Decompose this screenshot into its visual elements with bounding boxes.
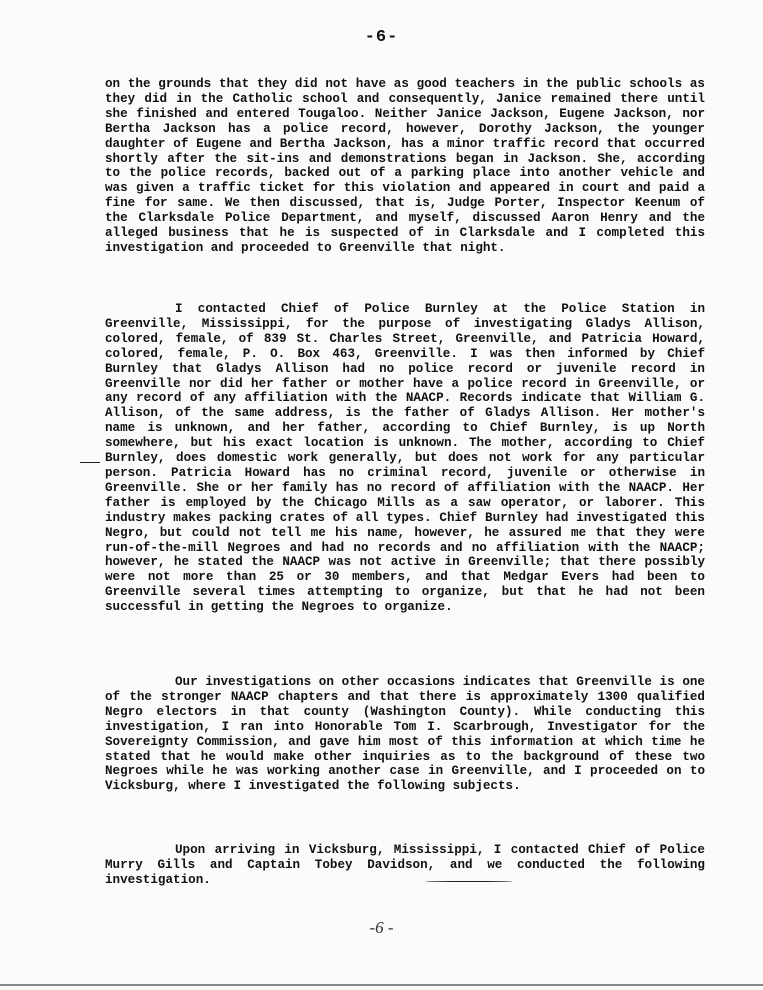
page-bottom-edge bbox=[0, 984, 763, 986]
paragraph-3: Our investigations on other occasions indicates that Greenville is one of the stronger NAACP chapters and that there is approximately 1300 qualified Negro electors in that county (Washington County). While conducting this investigation, I ran into Honorable Tom I. Scarbrough, Investigator for the Sovereignty Commission, and gave him most of this information at which time he stated that he would make other inquiries as to the background of these two Negroes while he was working another case in Greenville, and I proceeded on to Vicksburg, where I investigated the following subjects. bbox=[105, 675, 705, 794]
page-number-bottom: -6 - bbox=[369, 918, 394, 937]
paragraph-2: I contacted Chief of Police Burnley at the Police Station in Greenville, Mississippi, for the purpose of investigating Gladys Allison, colored, female, of 839 St. Charles Street, Greenville, and Patricia Howard, colored, female, P. O. Box 463, Greenville. I was then informed by Chief Burnley that Gladys Allison had no police record or juvenile record in Greenville nor did her father or mother have a police record in Greenville, or any record of any affiliation with the NAACP. Records indicate that William G. Allison, of the same address, is the father of Gladys Allison. Her mother's name is unknown, and her father, according to Chief Burnley, is up North somewhere, but his exact location is unknown. The mother, according to Chief Burnley, does domestic work generally, but does not work for any particular person. Patricia Howard has no criminal record, juvenile or otherwise in Greenville. She or her family has no record of affiliation with the NAACP. Her father is employed by the Chicago Mills as a saw operator, or laborer. This industry makes packing crates of all types. Chief Burnley had investigated this Negro, but could not tell me his name, however, he assured me that they were run-of-the-mill Negroes and had no records and no affiliation with the NAACP; however, he stated the NAACP was not active in Greenville; that there possibly were not more than 25 or 30 members, and that Medgar Evers had been to Greenville several times attempting to organize, but that he had not been successful in getting the Negroes to organize. bbox=[105, 302, 705, 615]
paragraph-4: Upon arriving in Vicksburg, Mississippi, I contacted Chief of Police Murry Gills and Captain Tobey Davidson, and we conducted the following investigation. bbox=[105, 843, 705, 887]
handwritten-underline-mark bbox=[425, 881, 513, 882]
page-number-top: -6- bbox=[364, 28, 399, 47]
margin-dash-mark bbox=[80, 462, 100, 463]
paragraph-1: on the grounds that they did not have as good teachers in the public schools as they did in the Catholic school and consequently, Janice remained there until she finished and entered Tougaloo. Neither Janice Jackson, Eugene Jackson, nor Bertha Jackson has a police record, however, Dorothy Jackson, the younger daughter of Eugene and Bertha Jackson, has a minor traffic record that occurred shortly after the sit-ins and demonstrations began in Jackson. She, according to the police records, backed out of a parking place into another vehicle and was given a traffic ticket for this violation and appeared in court and paid a fine for same. We then discussed, that is, Judge Porter, Inspector Keenum of the Clarksdale Police Department, and myself, discussed Aaron Henry and the alleged business that he is suspected of in Clarksdale and I completed this investigation and proceeded to Greenville that night. bbox=[105, 77, 705, 255]
